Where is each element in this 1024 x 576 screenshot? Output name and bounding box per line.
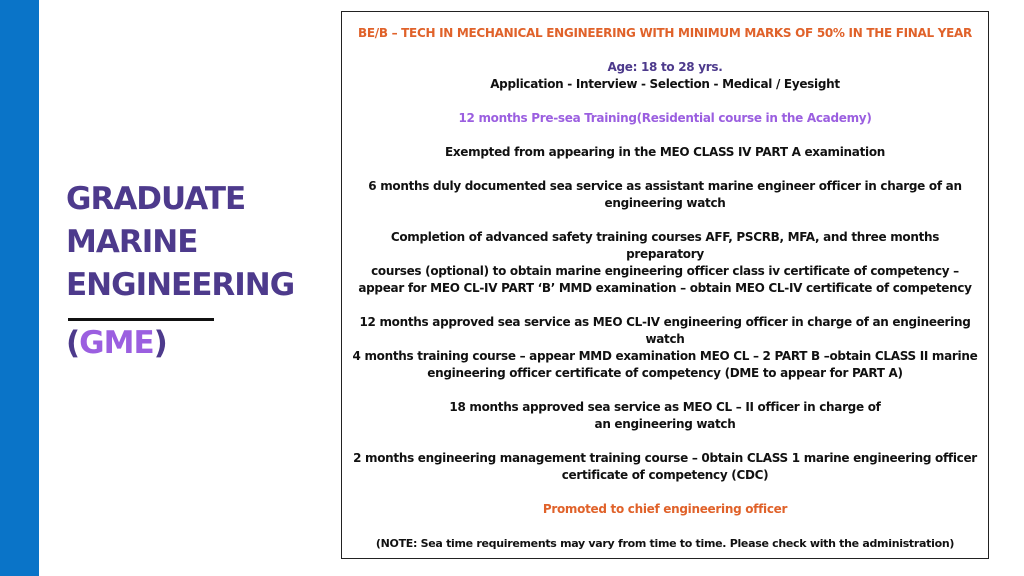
- management-course-line-2: certificate of competency (CDC): [561, 468, 769, 482]
- abbr-open-paren: (: [66, 325, 80, 361]
- cl2-service-line-1: 18 months approved sea service as MEO CL – II officer in charge of: [449, 400, 881, 414]
- abbr-text: GME: [79, 325, 154, 361]
- qualification-text: BE/B – TECH IN MECHANICAL ENGINEERING WITH MINIMUM MARKS OF 50% IN THE FINAL YEAR: [358, 26, 972, 40]
- left-accent-bar: [0, 0, 39, 576]
- pre-sea-training: 12 months Pre-sea Training(Residential course in the Academy): [458, 111, 872, 125]
- career-path-panel: [341, 11, 989, 559]
- title-divider: [68, 318, 214, 321]
- title-line-2: MARINE: [66, 224, 198, 260]
- age-requirement: Age: 18 to 28 yrs.: [607, 60, 723, 74]
- title-abbreviation: [66, 322, 167, 365]
- management-course-line-1: 2 months engineering management training course – 0btain CLASS 1 marine engineering officer: [353, 451, 977, 465]
- note-text: (NOTE: Sea time requirements may vary from time to time. Please check with the administration): [375, 537, 955, 550]
- title-line-1: GRADUATE: [66, 181, 246, 217]
- cl4-service-line-1: 12 months approved sea service as MEO CL-IV engineering officer in charge of an engineering: [359, 315, 971, 329]
- exemption-text: Exempted from appearing in the MEO CLASS IV PART A examination: [444, 145, 886, 159]
- safety-training-line-3: appear for MEO CL-IV PART ‘B’ MMD examination – obtain MEO CL-IV certificate of competency: [358, 281, 972, 295]
- selection-process: Application - Interview - Selection - Medical / Eyesight: [490, 77, 840, 91]
- promotion-text: Promoted to chief engineering officer: [542, 502, 788, 516]
- cl4-service-line-2: watch: [645, 332, 685, 346]
- career-path-text: [342, 25, 988, 552]
- cl2-service-line-2: an engineering watch: [594, 417, 736, 431]
- abbr-close-paren: ): [153, 325, 167, 361]
- safety-training-line-1: Completion of advanced safety training courses AFF, PSCRB, MFA, and three months preparatory: [390, 230, 940, 261]
- page-title: [66, 178, 306, 307]
- cl2-course-line-2: engineering officer certificate of competency (DME to appear for PART A): [427, 366, 903, 380]
- safety-training-line-2: courses (optional) to obtain marine engineering officer class iv certificate of competency –: [371, 264, 959, 278]
- cl2-course-line-1: 4 months training course – appear MMD examination MEO CL – 2 PART B –obtain CLASS II marine: [352, 349, 978, 363]
- sea-service-line-1: 6 months duly documented sea service as assistant marine engineer officer in charge of an: [368, 179, 962, 193]
- sea-service-line-2: engineering watch: [604, 196, 726, 210]
- title-line-3: ENGINEERING: [66, 267, 295, 303]
